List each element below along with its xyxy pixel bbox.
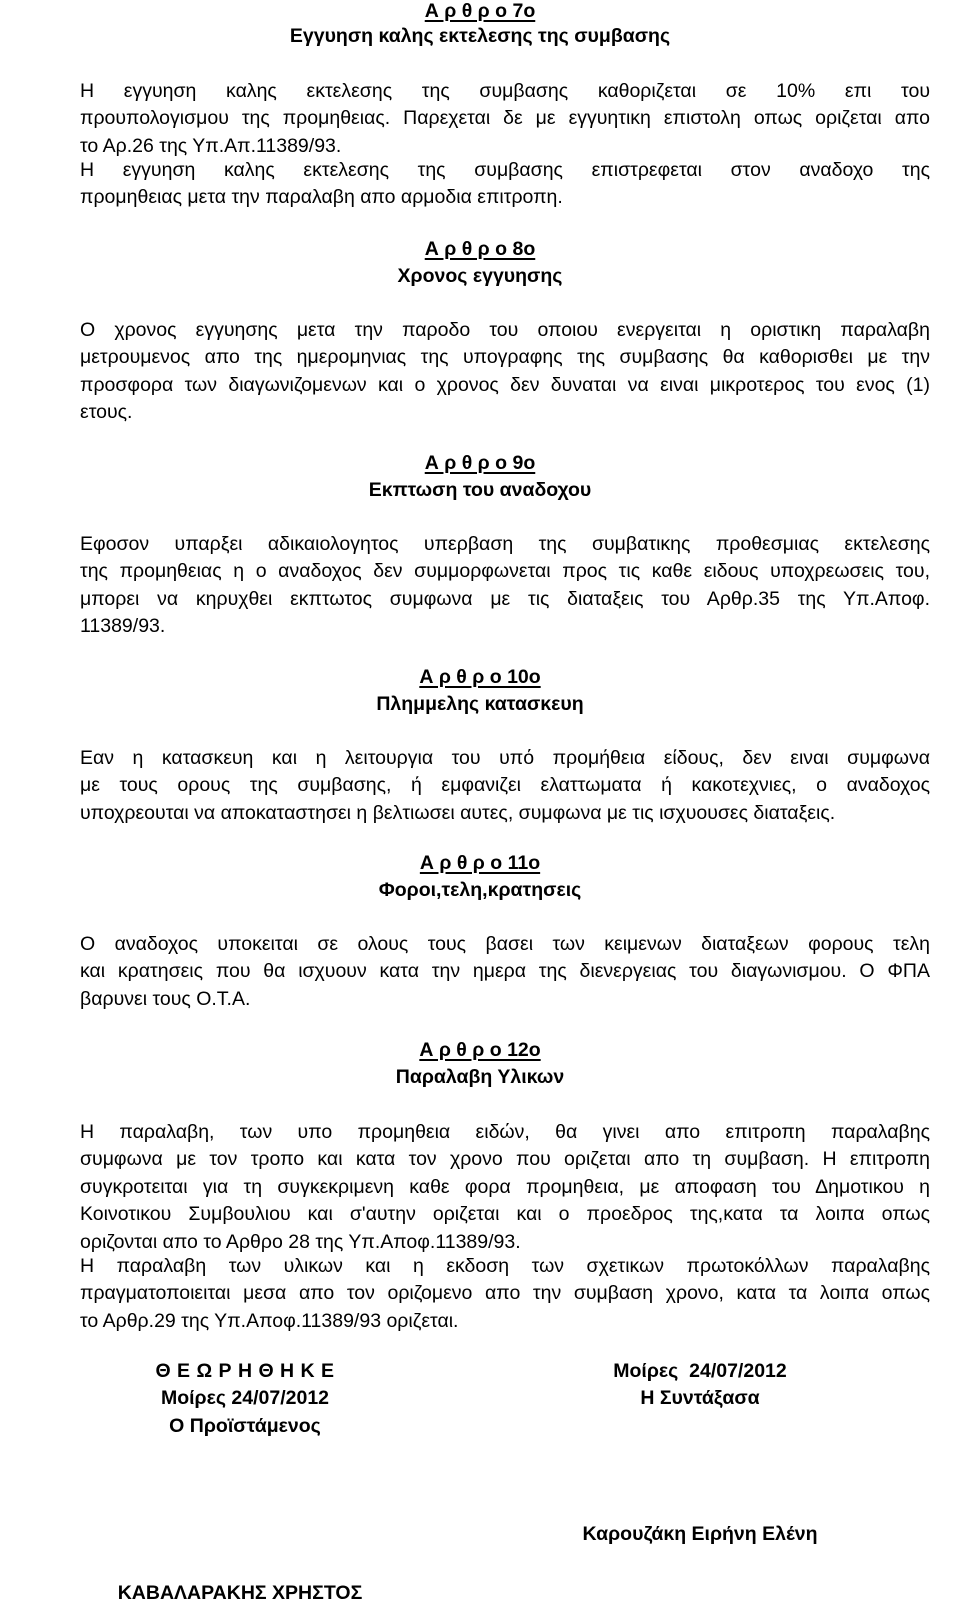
signature-block-author [570, 1358, 830, 1413]
text-line: βαρυνει τους Ο.Τ.Α. [80, 987, 251, 1010]
article-11-number: Α ρ θ ρ ο 11ο [419, 852, 541, 874]
text-line: μετρουμενος απο της ημερομηνιας της υπογραφης της συμβασης θα καθορισθει με την [80, 346, 930, 369]
text-line: συμφωνα με τον τροπο και κατα τον χρονο που οριζεται απο τη συμβαση. Η επιτροπη [80, 1148, 930, 1171]
text-line: προυπολογισμου της προμηθειας. Παρεχεται δε με εγγυητικη επιστολη οπως οριζεται απο [80, 107, 930, 130]
author-date: Μοίρες 24/07/2012 [613, 1360, 787, 1382]
text-line: και κρατησεις που θα ισχυουν κατα την ημερα της διενεργειας του διαγωνισμου. Ο ΦΠΑ [80, 960, 930, 983]
article-9-paragraph [2, 531, 930, 641]
author-name: Καρουζάκη Ειρήνη Ελένη [582, 1523, 818, 1545]
approver-name: ΚΑΒΑΛΑΡΑΚΗΣ ΧΡΗΣΤΟΣ [117, 1582, 363, 1604]
text-line: πραγματοποιειται μεσα απο τον οριζομενο απο την συμβαση χρονο, κατα τα λοιπα οπως [80, 1282, 930, 1305]
text-line: 11389/93. [80, 615, 166, 638]
article-10-number: Α ρ θ ρ ο 10ο [419, 666, 541, 688]
article-12-title: Παραλαβη Υλικων [395, 1066, 565, 1088]
text-line: το Αρ.26 της Υπ.Απ.11389/93. [80, 134, 342, 157]
text-line: μπορει να κηρυχθει εκπτωτος συμφωνα με τις διαταξεις του Αρθρ.35 της Υπ.Αποφ. [80, 587, 930, 610]
text-line: Κοινοτικου Συμβουλιου και σ'αυτην οριζεται και ο προεδρος της,κατα τα λοιπα οπως [80, 1203, 930, 1226]
article-8-title: Χρονος εγγυησης [397, 265, 563, 287]
text-line: οριζονται απο το Αρθρο 28 της Υπ.Αποφ.11389/93. [80, 1230, 521, 1253]
text-line: προσφορα των διαγωνιζομενων και ο χρονος δεν δυναται να ειναι μικροτερος του ενος (1) [80, 373, 930, 396]
article-7-paragraph-2 [2, 157, 930, 212]
article-12-paragraph-1 [2, 1119, 930, 1256]
text-line: Η εγγυηση καλης εκτελεσης της συμβασης επιστρεφεται στον αναδοχο της [80, 159, 930, 181]
text-line: Η παραλαβη των υλικων και η εκδοση των σχετικων πρωτοκόλλων παραλαβης [80, 1255, 930, 1277]
article-8-number: Α ρ θ ρ ο 8ο [424, 238, 536, 260]
article-9-number: Α ρ θ ρ ο 9ο [424, 452, 536, 474]
article-7-number: Α ρ θ ρ ο 7ο [424, 0, 536, 22]
article-8-paragraph [2, 317, 930, 427]
author-role: Η Συντάξασα [640, 1387, 760, 1410]
article-12-paragraph-2 [2, 1253, 930, 1335]
text-line: συγκροτειται για τη συγκεκριμενη καθε φορα προμηθεια, με αποφαση του Δημοτικου η [80, 1175, 930, 1198]
article-9-title: Εκπτωση του αναδοχου [368, 479, 592, 501]
text-line: υποχρεουται να αποκαταστησει η βελτιωσει αυτες, συμφωνα με τις ισχυουσες διαταξεις. [80, 801, 836, 824]
article-7-title: Εγγυηση καλης εκτελεσης της συμβασης [289, 25, 671, 47]
text-line: Εφοσον υπαρξει αδικαιολογητος υπερβαση της συμβατικης προθεσμιας εκτελεσης [80, 533, 930, 555]
signature-block-approved [95, 1358, 395, 1440]
text-line: Η παραλαβη, των υπο προμηθεια ειδών, θα γινει απο επιτροπη παραλαβης [80, 1121, 930, 1143]
text-line: Ο χρονος εγγυησης μετα την παροδο του οποιου ενεργειται η οριστικη παραλαβη [80, 319, 930, 341]
approved-date: Μοίρες 24/07/2012 [160, 1387, 330, 1410]
text-line: της προμηθειας η ο αναδοχος δεν συμμορφωνεται προς τις καθε ειδους υποχρεωσεις του, [80, 560, 930, 583]
article-7-paragraph-1 [2, 78, 930, 160]
text-line: Η εγγυηση καλης εκτελεσης της συμβασης καθοριζεται σε 10% επι του [80, 80, 930, 102]
approver-role: Ο Προϊστάμενος [169, 1414, 321, 1437]
article-12-number: Α ρ θ ρ ο 12ο [419, 1039, 541, 1061]
article-11-title: Φοροι,τελη,κρατησεις [378, 879, 582, 901]
text-line: Εαν η κατασκευη και η λειτουργια του υπό προμήθεια είδους, δεν ειναι συμφωνα [80, 747, 930, 769]
text-line: το Αρθρ.29 της Υπ.Αποφ.11389/93 οριζεται. [80, 1309, 459, 1332]
text-line: με τους ορους της συμβασης, ή εμφανιζει ελαττωματα ή κακοτεχνιες, ο αναδοχος [80, 774, 930, 797]
text-line: προμηθειας μετα την παραλαβη απο αρμοδια επιτροπη. [80, 186, 563, 209]
article-11-paragraph [2, 931, 930, 1013]
article-10-title: Πλημμελης κατασκευη [376, 693, 584, 715]
text-line: ετους. [80, 401, 133, 424]
approved-label: Θ Ε Ω Ρ Η Θ Η Κ Ε [155, 1360, 335, 1382]
text-line: Ο αναδοχος υποκειται σε ολους τους βασει των κειμενων διαταξεων φορους τελη [80, 933, 930, 955]
article-10-paragraph [2, 745, 930, 827]
